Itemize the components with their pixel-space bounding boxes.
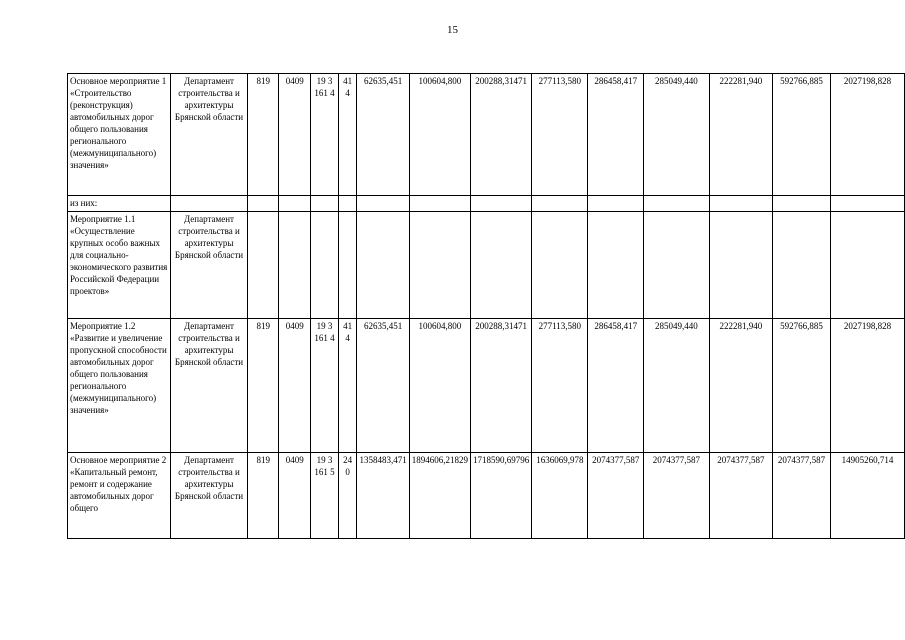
row-value bbox=[470, 212, 531, 319]
row-value: 592766,885 bbox=[772, 74, 830, 196]
row-department: Департамент строительства и архитектуры Брянской области bbox=[170, 212, 247, 319]
table-row-main-event-2 bbox=[68, 453, 905, 539]
row-value bbox=[709, 212, 772, 319]
page-number: 15 bbox=[447, 24, 458, 36]
row-rzpr bbox=[279, 212, 311, 319]
row-value: 2074377,587 bbox=[588, 453, 644, 539]
row-value: 285049,440 bbox=[644, 319, 710, 453]
row-name: Основное мероприятие 1 «Строительство (реконструкция) автомобильных дорог общего пользования регионального (межмуниципального) значения» bbox=[68, 74, 171, 196]
row-value: 62635,451 bbox=[357, 319, 409, 453]
row-value: 2074377,587 bbox=[772, 453, 830, 539]
row-value: 14905260,714 bbox=[830, 453, 904, 539]
row-grbs: 819 bbox=[248, 453, 279, 539]
row-value: 2027198,828 bbox=[830, 74, 904, 196]
row-value: 285049,440 bbox=[644, 74, 710, 196]
empty-cell bbox=[248, 196, 279, 212]
row-grbs: 819 bbox=[248, 74, 279, 196]
row-csr: 19 3 161 4 bbox=[311, 74, 339, 196]
row-name: Мероприятие 1.2 «Развитие и увеличение пропускной способности автомобильных дорог общего пользования регионального (межмуниципального) значения» bbox=[68, 319, 171, 453]
table-row-event-1-2 bbox=[68, 319, 905, 453]
row-rzpr: 0409 bbox=[279, 74, 311, 196]
row-department: Департамент строительства и архитектуры Брянской области bbox=[170, 453, 247, 539]
row-value bbox=[409, 212, 470, 319]
row-vr bbox=[338, 212, 357, 319]
budget-table bbox=[67, 73, 905, 539]
row-value: 286458,417 bbox=[588, 319, 644, 453]
row-value: 222281,940 bbox=[709, 319, 772, 453]
empty-cell bbox=[772, 196, 830, 212]
empty-cell bbox=[409, 196, 470, 212]
row-grbs: 819 bbox=[248, 319, 279, 453]
table-row-main-event-1 bbox=[68, 74, 905, 196]
empty-cell bbox=[357, 196, 409, 212]
row-value: 2074377,587 bbox=[644, 453, 710, 539]
row-value: 200288,31471 bbox=[470, 319, 531, 453]
row-grbs bbox=[248, 212, 279, 319]
row-vr: 24 0 bbox=[338, 453, 357, 539]
row-value bbox=[532, 212, 588, 319]
row-csr: 19 3 161 5 bbox=[311, 453, 339, 539]
row-value: 1636069,978 bbox=[532, 453, 588, 539]
row-value: 277113,580 bbox=[532, 74, 588, 196]
empty-cell bbox=[279, 196, 311, 212]
row-value: 1894606,21829 bbox=[409, 453, 470, 539]
empty-cell bbox=[338, 196, 357, 212]
row-value bbox=[357, 212, 409, 319]
empty-cell bbox=[644, 196, 710, 212]
table-row-of-them bbox=[68, 196, 905, 212]
row-name: из них: bbox=[68, 196, 171, 212]
row-value bbox=[772, 212, 830, 319]
empty-cell bbox=[170, 196, 247, 212]
row-value: 62635,451 bbox=[357, 74, 409, 196]
row-csr bbox=[311, 212, 339, 319]
row-rzpr: 0409 bbox=[279, 453, 311, 539]
row-value bbox=[830, 212, 904, 319]
table-row-event-1-1 bbox=[68, 212, 905, 319]
empty-cell bbox=[588, 196, 644, 212]
row-rzpr: 0409 bbox=[279, 319, 311, 453]
row-name: Мероприятие 1.1 «Осуществление крупных особо важных для социально-экономического развития Российской Федерации проектов» bbox=[68, 212, 171, 319]
row-value: 1718590,69796 bbox=[470, 453, 531, 539]
empty-cell bbox=[311, 196, 339, 212]
row-vr: 41 4 bbox=[338, 74, 357, 196]
row-value: 592766,885 bbox=[772, 319, 830, 453]
row-value: 200288,31471 bbox=[470, 74, 531, 196]
row-value bbox=[588, 212, 644, 319]
row-value: 222281,940 bbox=[709, 74, 772, 196]
row-value: 286458,417 bbox=[588, 74, 644, 196]
row-vr: 41 4 bbox=[338, 319, 357, 453]
empty-cell bbox=[709, 196, 772, 212]
row-value: 2074377,587 bbox=[709, 453, 772, 539]
row-value: 100604,800 bbox=[409, 319, 470, 453]
row-name: Основное мероприятие 2 «Капитальный ремонт, ремонт и содержание автомобильных дорог общего bbox=[68, 453, 171, 539]
empty-cell bbox=[470, 196, 531, 212]
empty-cell bbox=[532, 196, 588, 212]
row-value bbox=[644, 212, 710, 319]
row-value: 2027198,828 bbox=[830, 319, 904, 453]
row-value: 277113,580 bbox=[532, 319, 588, 453]
row-value: 1358483,471 bbox=[357, 453, 409, 539]
row-department: Департамент строительства и архитектуры Брянской области bbox=[170, 74, 247, 196]
row-value: 100604,800 bbox=[409, 74, 470, 196]
row-department: Департамент строительства и архитектуры Брянской области bbox=[170, 319, 247, 453]
empty-cell bbox=[830, 196, 904, 212]
row-csr: 19 3 161 4 bbox=[311, 319, 339, 453]
